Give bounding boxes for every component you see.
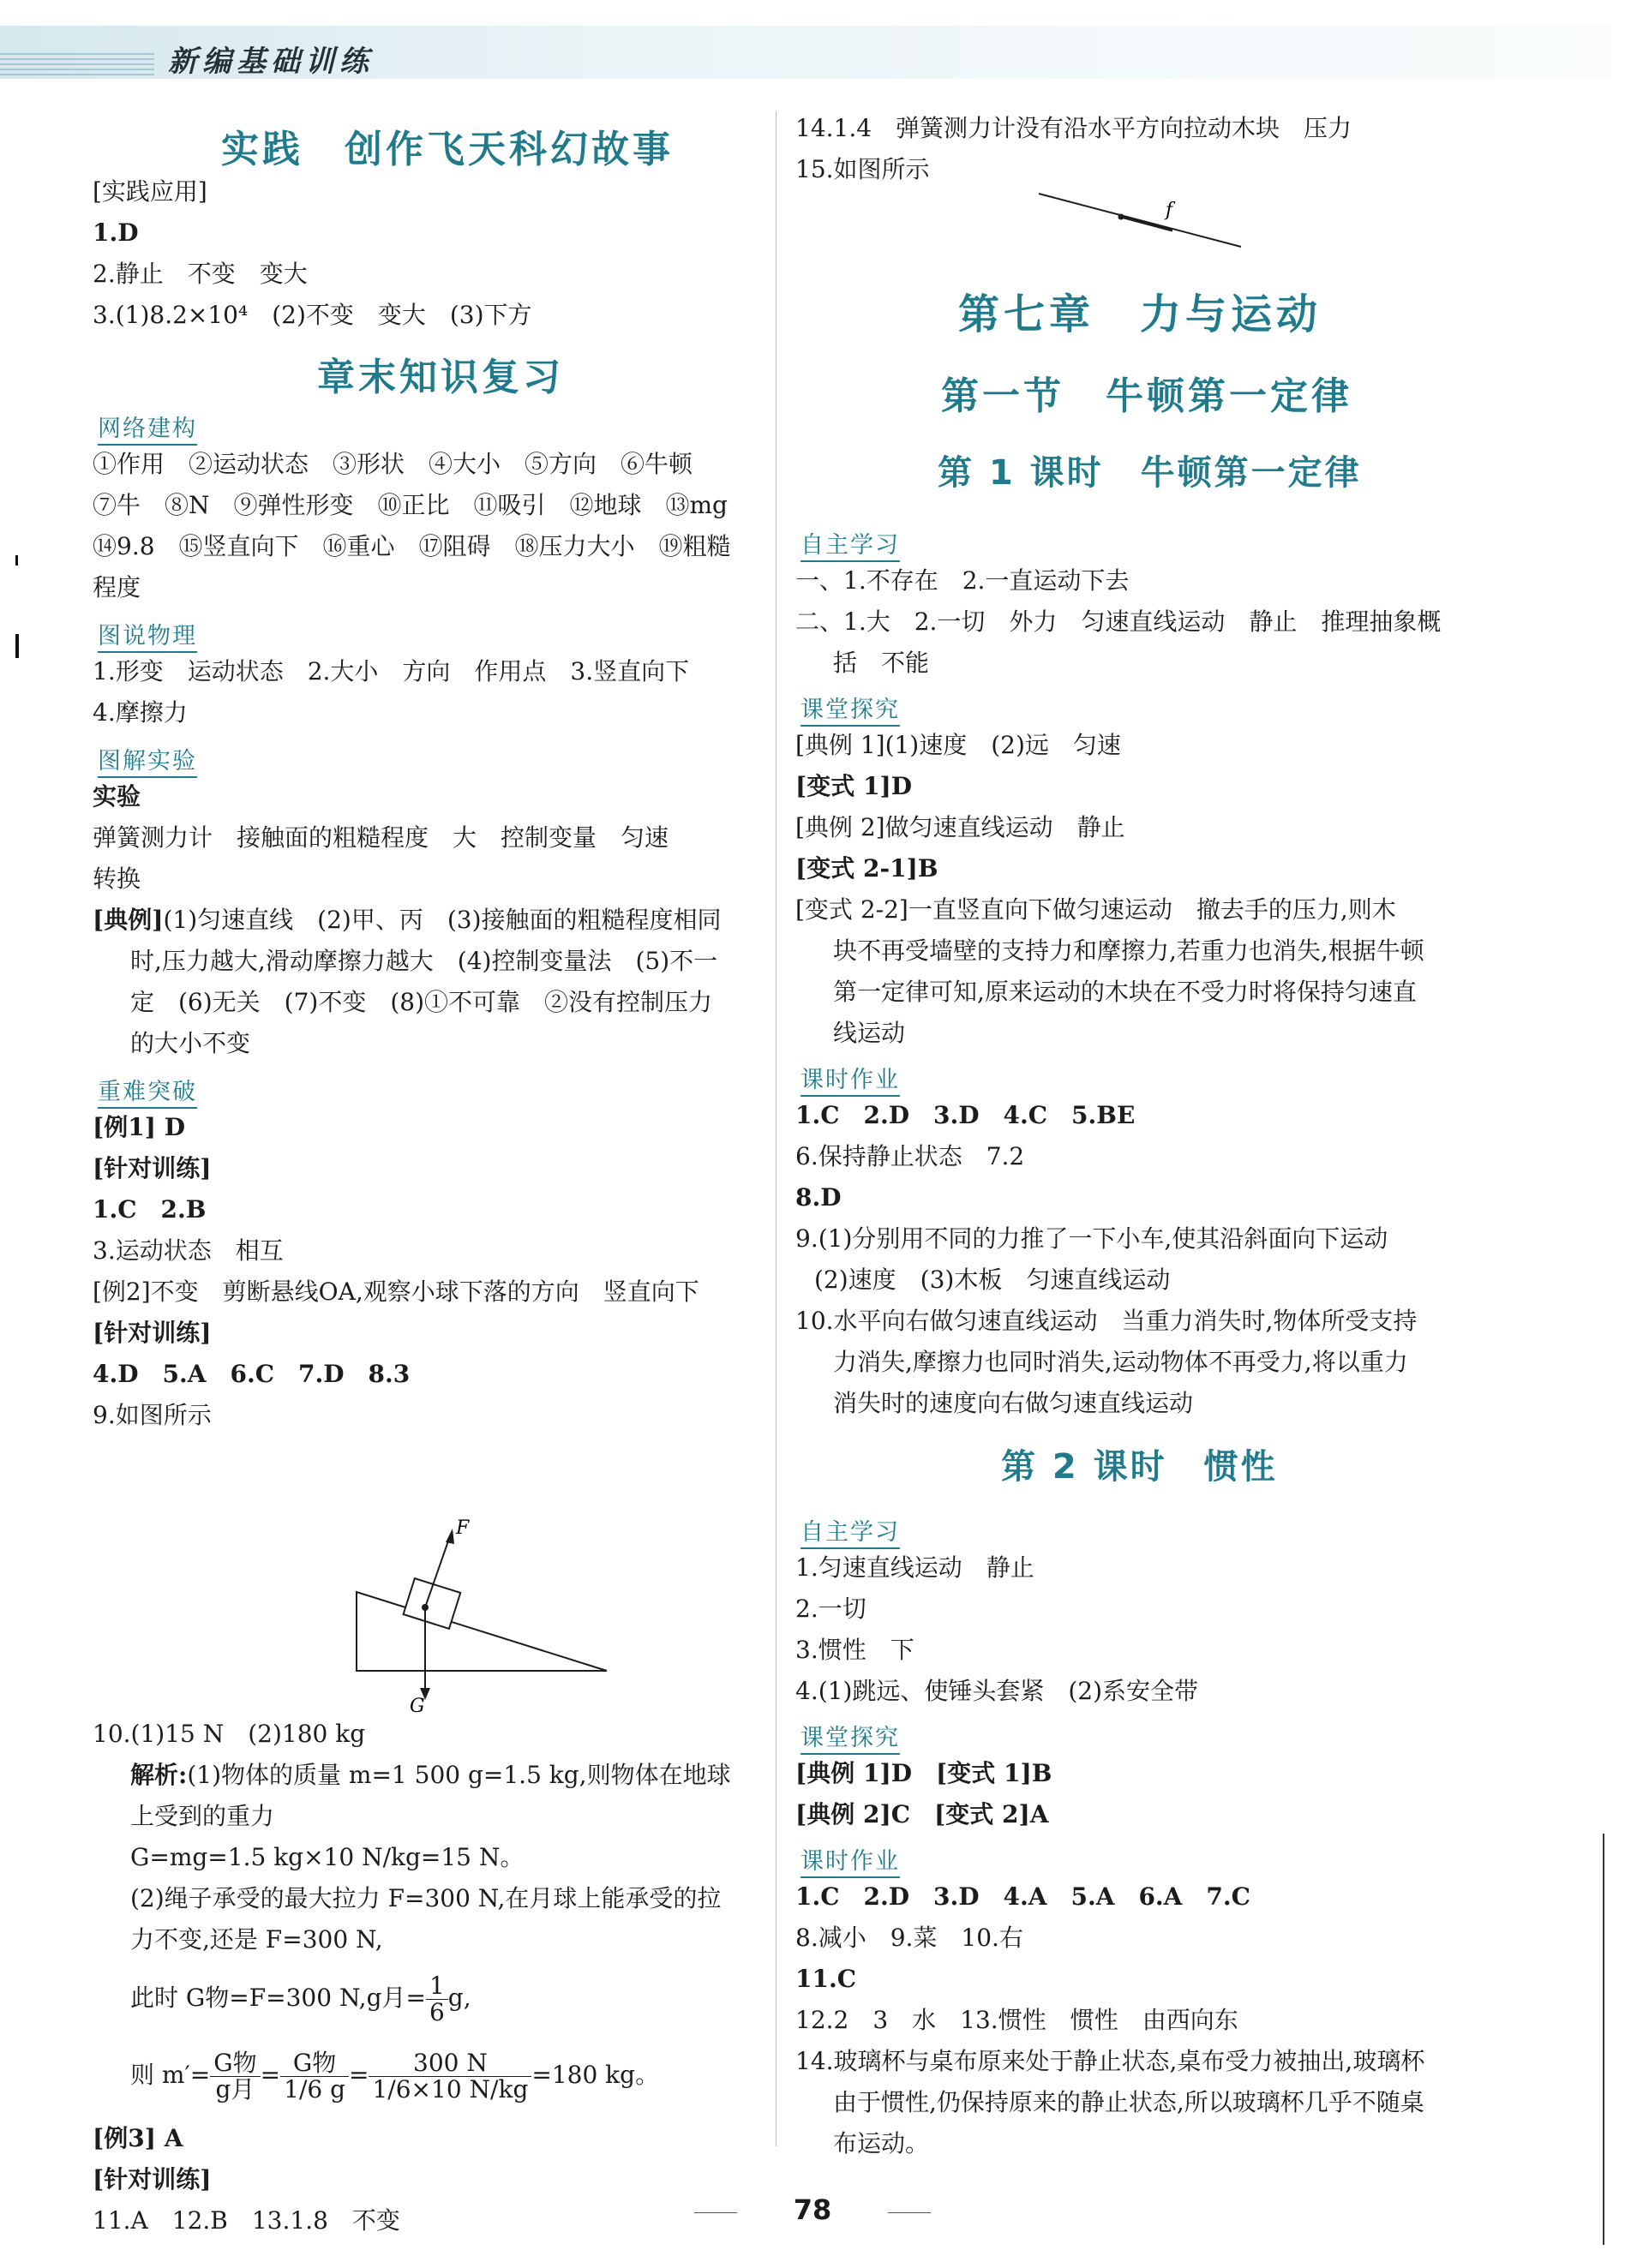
answer-line: 转换 bbox=[93, 865, 141, 893]
answer-line: 1.匀速直线运动 静止 bbox=[795, 1553, 1034, 1582]
formula-line: 则 m′= $\frac{\text{G物}}{\text{g月}}$ = $\frac{\text{G物}}{1/6 g}$ = $\frac{300 N}{1/6\times 10 N/kg}$ =180 kg。 bbox=[130, 2049, 660, 2103]
answer-line: 3.(1)8.2×10⁴ (2)不变 变大 (3)下方 bbox=[93, 301, 532, 329]
answer-line: 11.C bbox=[795, 1965, 856, 1993]
answer-line: 1.C 2.B bbox=[93, 1195, 207, 1224]
answer-line: 由于惯性,仍保持原来的静止状态,所以玻璃杯几乎不随桌 bbox=[833, 2088, 1424, 2116]
fraction: $\frac{\text{G物}}{\text{g月}}$ bbox=[210, 2050, 260, 2103]
answer-line: 6.保持静止状态 7.2 bbox=[795, 1142, 1025, 1170]
force-arrow-F-head bbox=[446, 1529, 454, 1544]
answer-line: 4.(1)跳远、使锤头套紧 (2)系安全带 bbox=[795, 1677, 1199, 1705]
subsection-tag: 课堂探究 bbox=[801, 1719, 900, 1755]
answer-line: 14.玻璃杯与桌布原来处于静止状态,桌布受力被抽出,玻璃杯 bbox=[795, 2047, 1425, 2075]
answer-line: [典例 2]做匀速直线运动 静止 bbox=[795, 813, 1125, 841]
answer-line: [例1] D bbox=[93, 1113, 186, 1141]
answer-line: [典例](1)匀速直线 (2)甲、丙 (3)接触面的粗糙程度相同 bbox=[93, 906, 722, 934]
example-label: [典例] bbox=[93, 906, 164, 934]
answer-line: 力消失,摩擦力也同时消失,运动物体不再受力,将以重力 bbox=[833, 1348, 1408, 1376]
formula-line: 此时 G物=F=300 N,g月= $\frac{1}{6}$ g, bbox=[130, 1972, 471, 2026]
analysis-line: 解析:(1)物体的质量 m=1 500 g=1.5 kg,则物体在地球 bbox=[130, 1761, 731, 1789]
answer-line: 块不再受墙壁的支持力和摩擦力,若重力也消失,根据牛顿 bbox=[833, 937, 1424, 965]
answer-line: 9.如图所示 bbox=[93, 1401, 212, 1429]
header-stripes bbox=[0, 53, 154, 79]
answer-line: ⑭9.8 ⑮竖直向下 ⑯重心 ⑰阻碍 ⑱压力大小 ⑲粗糙 bbox=[93, 532, 731, 560]
fraction: $\frac{1}{6}$ bbox=[426, 1973, 448, 2026]
answer-line: [典例 1]D [变式 1]B bbox=[795, 1759, 1052, 1787]
subsection-tag: 自主学习 bbox=[801, 526, 900, 562]
experiment-label: 实验 bbox=[93, 782, 141, 811]
subsection-tag: 重难突破 bbox=[98, 1073, 197, 1109]
subsection-tag: 自主学习 bbox=[801, 1513, 900, 1549]
analysis-line: 上受到的重力 bbox=[130, 1802, 275, 1830]
section-title: 章末知识复习 bbox=[317, 356, 564, 399]
label-G: G bbox=[410, 1696, 425, 1714]
friction-force-diagram bbox=[1035, 187, 1275, 266]
analysis-label: 解析: bbox=[130, 1761, 188, 1789]
answer-line: 3.惯性 下 bbox=[795, 1636, 914, 1664]
answer-line: 8.减小 9.菜 10.右 bbox=[795, 1924, 1023, 1952]
answer-line: 14.1.4 弹簧测力计没有沿水平方向拉动木块 压力 bbox=[795, 114, 1352, 142]
answer-line: 时,压力越大,滑动摩擦力越大 (4)控制变量法 (5)不一 bbox=[130, 947, 718, 975]
answer-line: 12.2 3 水 13.惯性 惯性 由西向东 bbox=[795, 2006, 1238, 2034]
subsection-tag: 课时作业 bbox=[801, 1061, 900, 1097]
page-number: 78 bbox=[793, 2193, 832, 2226]
scan-edge-line bbox=[1603, 1834, 1604, 2245]
incline-force-diagram bbox=[350, 1439, 641, 1714]
subsection-tag: 课堂探究 bbox=[801, 691, 900, 727]
answer-line: 括 不能 bbox=[833, 649, 930, 677]
answer-line: 9.(1)分别用不同的力推了一下小车,使其沿斜面向下运动 bbox=[795, 1224, 1388, 1253]
answer-line: 1.C 2.D 3.D 4.C 5.BE bbox=[795, 1101, 1136, 1129]
answer-line: [典例 1](1)速度 (2)远 匀速 bbox=[795, 731, 1121, 759]
page-number-dash bbox=[888, 2212, 931, 2213]
scan-mark bbox=[15, 634, 19, 658]
answer-line: (2)速度 (3)木板 匀速直线运动 bbox=[814, 1266, 1171, 1294]
answer-line: 8.D bbox=[795, 1183, 842, 1212]
subsection-tag: 课时作业 bbox=[801, 1842, 900, 1878]
answer-line: ①作用 ②运动状态 ③形状 ④大小 ⑤方向 ⑥牛顿 bbox=[93, 450, 693, 478]
section-title: 第一节 牛顿第一定律 bbox=[941, 374, 1352, 418]
incline-triangle bbox=[357, 1592, 607, 1671]
answer-line: [变式 2-1]B bbox=[795, 854, 938, 883]
analysis-line: 力不变,还是 F=300 N, bbox=[130, 1925, 383, 1954]
answer-line: [例3] A bbox=[93, 2124, 183, 2152]
answer-line: 的大小不变 bbox=[130, 1029, 251, 1057]
label-f: f bbox=[1166, 200, 1173, 221]
subsection-tag: 图说物理 bbox=[98, 617, 197, 653]
page-header bbox=[0, 0, 1625, 93]
training-label: [针对训练] bbox=[93, 2165, 212, 2193]
answer-line: [典例 2]C [变式 2]A bbox=[795, 1800, 1049, 1828]
answer-line: [变式 2-2]一直竖直向下做匀速运动 撤去手的压力,则木 bbox=[795, 895, 1396, 924]
answer-line: [变式 1]D bbox=[795, 772, 913, 800]
answer-line: 1.形变 运动状态 2.大小 方向 作用点 3.竖直向下 bbox=[93, 657, 690, 685]
fraction: $\frac{\text{G物}}{1/6 g}$ bbox=[280, 2050, 349, 2103]
chapter-title: 第七章 力与运动 bbox=[958, 290, 1322, 338]
answer-line: 线运动 bbox=[833, 1019, 906, 1047]
training-label: [针对训练] bbox=[93, 1319, 212, 1347]
answer-line: 1.D bbox=[93, 218, 139, 247]
scan-mark bbox=[15, 555, 18, 566]
answer-line: 4.D 5.A 6.C 7.D 8.3 bbox=[93, 1360, 411, 1388]
answer-line: 布运动。 bbox=[833, 2129, 930, 2157]
analysis-line: G=mg=1.5 kg×10 N/kg=15 N。 bbox=[130, 1843, 525, 1871]
answer-line: 3.运动状态 相互 bbox=[93, 1236, 284, 1265]
label-F: F bbox=[456, 1517, 470, 1539]
answer-line: [例2]不变 剪断悬线OA,观察小球下落的方向 竖直向下 bbox=[93, 1278, 699, 1306]
lesson-title: 第 2 课时 惯性 bbox=[1001, 1447, 1278, 1487]
answer-line: 15.如图所示 bbox=[795, 155, 930, 183]
answer-line: 2.一切 bbox=[795, 1595, 866, 1623]
incline-surface-line bbox=[1039, 194, 1241, 247]
subsection-tag: 网络建构 bbox=[98, 410, 197, 446]
answer-line: 弹簧测力计 接触面的粗糙程度 大 控制变量 匀速 bbox=[93, 823, 669, 852]
fraction: $\frac{300 N}{1/6\times 10 N/kg}$ bbox=[369, 2050, 531, 2103]
answer-line: 程度 bbox=[93, 573, 141, 601]
answer-line: 11.A 12.B 13.1.8 不变 bbox=[93, 2206, 400, 2235]
answer-line: 10.水平向右做匀速直线运动 当重力消失时,物体所受支持 bbox=[795, 1307, 1418, 1335]
section-title: 实践 创作飞天科幻故事 bbox=[221, 128, 674, 171]
answer-line: ⑦牛 ⑧N ⑨弹性形变 ⑩正比 ⑪吸引 ⑫地球 ⑬mg bbox=[93, 491, 728, 519]
answer-line: 定 (6)无关 (7)不变 (8)①不可靠 ②没有控制压力 bbox=[130, 988, 712, 1016]
answer-line: 一、1.不存在 2.一直运动下去 bbox=[795, 566, 1130, 595]
answer-line: 10.(1)15 N (2)180 kg bbox=[93, 1720, 366, 1748]
analysis-line: (2)绳子承受的最大拉力 F=300 N,在月球上能承受的拉 bbox=[130, 1884, 722, 1912]
answer-line: 二、1.大 2.一切 外力 匀速直线运动 静止 推理抽象概 bbox=[795, 607, 1442, 636]
subsection-tag: 图解实验 bbox=[98, 742, 197, 778]
answer-line: 消失时的速度向右做匀速直线运动 bbox=[833, 1389, 1194, 1417]
column-divider bbox=[776, 111, 777, 2146]
answer-line: 4.摩擦力 bbox=[93, 698, 188, 727]
lesson-title: 第 1 课时 牛顿第一定律 bbox=[938, 453, 1362, 493]
training-label: [针对训练] bbox=[93, 1154, 212, 1182]
book-title: 新编基础训练 bbox=[168, 45, 374, 79]
answer-line: 2.静止 不变 变大 bbox=[93, 260, 308, 288]
answer-line: 1.C 2.D 3.D 4.A 5.A 6.A 7.C bbox=[795, 1882, 1250, 1911]
subsection-label: [实践应用] bbox=[93, 177, 207, 206]
answer-line: 第一定律可知,原来运动的木块在不受力时将保持匀速直 bbox=[833, 978, 1417, 1006]
friction-arrow bbox=[1121, 217, 1172, 230]
